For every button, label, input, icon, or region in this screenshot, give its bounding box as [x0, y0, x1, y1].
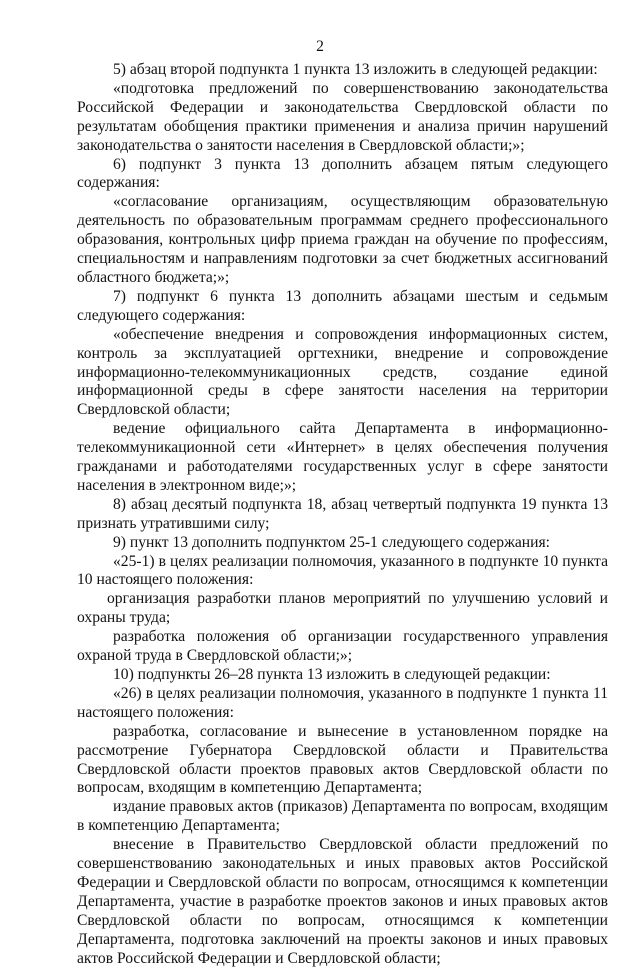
paragraph: «согласование организациям, осуществляющим образовательную деятельность по образовательным программам среднего профессионального образования, контрольных цифр приема граждан на обучение по профессиям, специальностям и направлениям подготовки за счет бюджетных ассигнований областного бюджета;»;	[77, 193, 608, 286]
paragraph: 5) абзац второй подпункта 1 пункта 13 изложить в следующей редакции:	[113, 61, 598, 78]
paragraph: 6) подпункт 3 пункта 13 дополнить абзацем пятым следующего содержания:	[77, 155, 608, 192]
page-number: 2	[316, 38, 324, 55]
paragraph: ведение официального сайта Департамента в информационно-телекоммуникационной сети «Интернет» в целях обеспечения получения гражданами и работодателями государственных услуг в сфере занятости населения в электронном виде;»;	[77, 420, 608, 494]
paragraph: разработка, согласование и вынесение в установленном порядке на рассмотрение Губернатора Свердловской области и Правительства Свердловской области проектов правовых актов Свердловской области по вопросам, входящим в компетенцию Департамента;	[77, 722, 608, 797]
document-body	[77, 61, 608, 969]
paragraph: 7) подпункт 6 пункта 13 дополнить абзацами шестым и седьмым следующего содержания:	[77, 287, 608, 324]
paragraph: «26) в целях реализации полномочия, указанного в подпункте 1 пункта 11 настоящего положения:	[77, 684, 608, 721]
paragraph: внесение в Правительство Свердловской области предложений по совершенствованию законодательных и иных правовых актов Российской Федерации и Свердловской области по вопросам, относящимся к компетенции Департамента, участие в разработке проектов законов и иных правовых актов Свердловской области по вопросам, относящимся к компетенции Департамента, подготовка заключений на проекты законов и иных правовых актов Российской Федерации и Свердловской области;	[77, 836, 608, 967]
paragraph: издание правовых актов (приказов) Департамента по вопросам, входящим в компетенцию Департамента;	[77, 798, 608, 835]
paragraph: 8) абзац десятый подпункта 18, абзац четвертый подпункта 19 пункта 13 признать утратившими силу;	[77, 495, 608, 532]
paragraph: 10) подпункты 26–28 пункта 13 изложить в следующей редакции:	[113, 666, 551, 683]
paragraph: 9) пункт 13 дополнить подпунктом 25-1 следующего содержания:	[113, 533, 550, 551]
paragraph: «обеспечение внедрения и сопровождения информационных систем, контроль за эксплуатацией оргтехники, внедрение и сопровождение информационно-телекоммуникационных средств, создание единой информационной среды в сфере занятости населения на территории Свердловской области;	[77, 325, 608, 419]
paragraph: разработка положения об организации государственного управления охраной труда в Свердловской области;»;	[77, 628, 608, 665]
paragraph: «подготовка предложений по совершенствованию законодательства Российской Федерации и законодательства Свердловской области по результатам обобщения практики применения и анализа причин нарушений законодательства о занятости населения в Свердловской области;»;	[77, 79, 608, 154]
paragraph: организация разработки планов мероприятий по улучшению условий и охраны труда;	[77, 590, 608, 627]
paragraph: «25-1) в целях реализации полномочия, указанного в подпункте 10 пункта 10 настоящего положения:	[77, 552, 608, 589]
